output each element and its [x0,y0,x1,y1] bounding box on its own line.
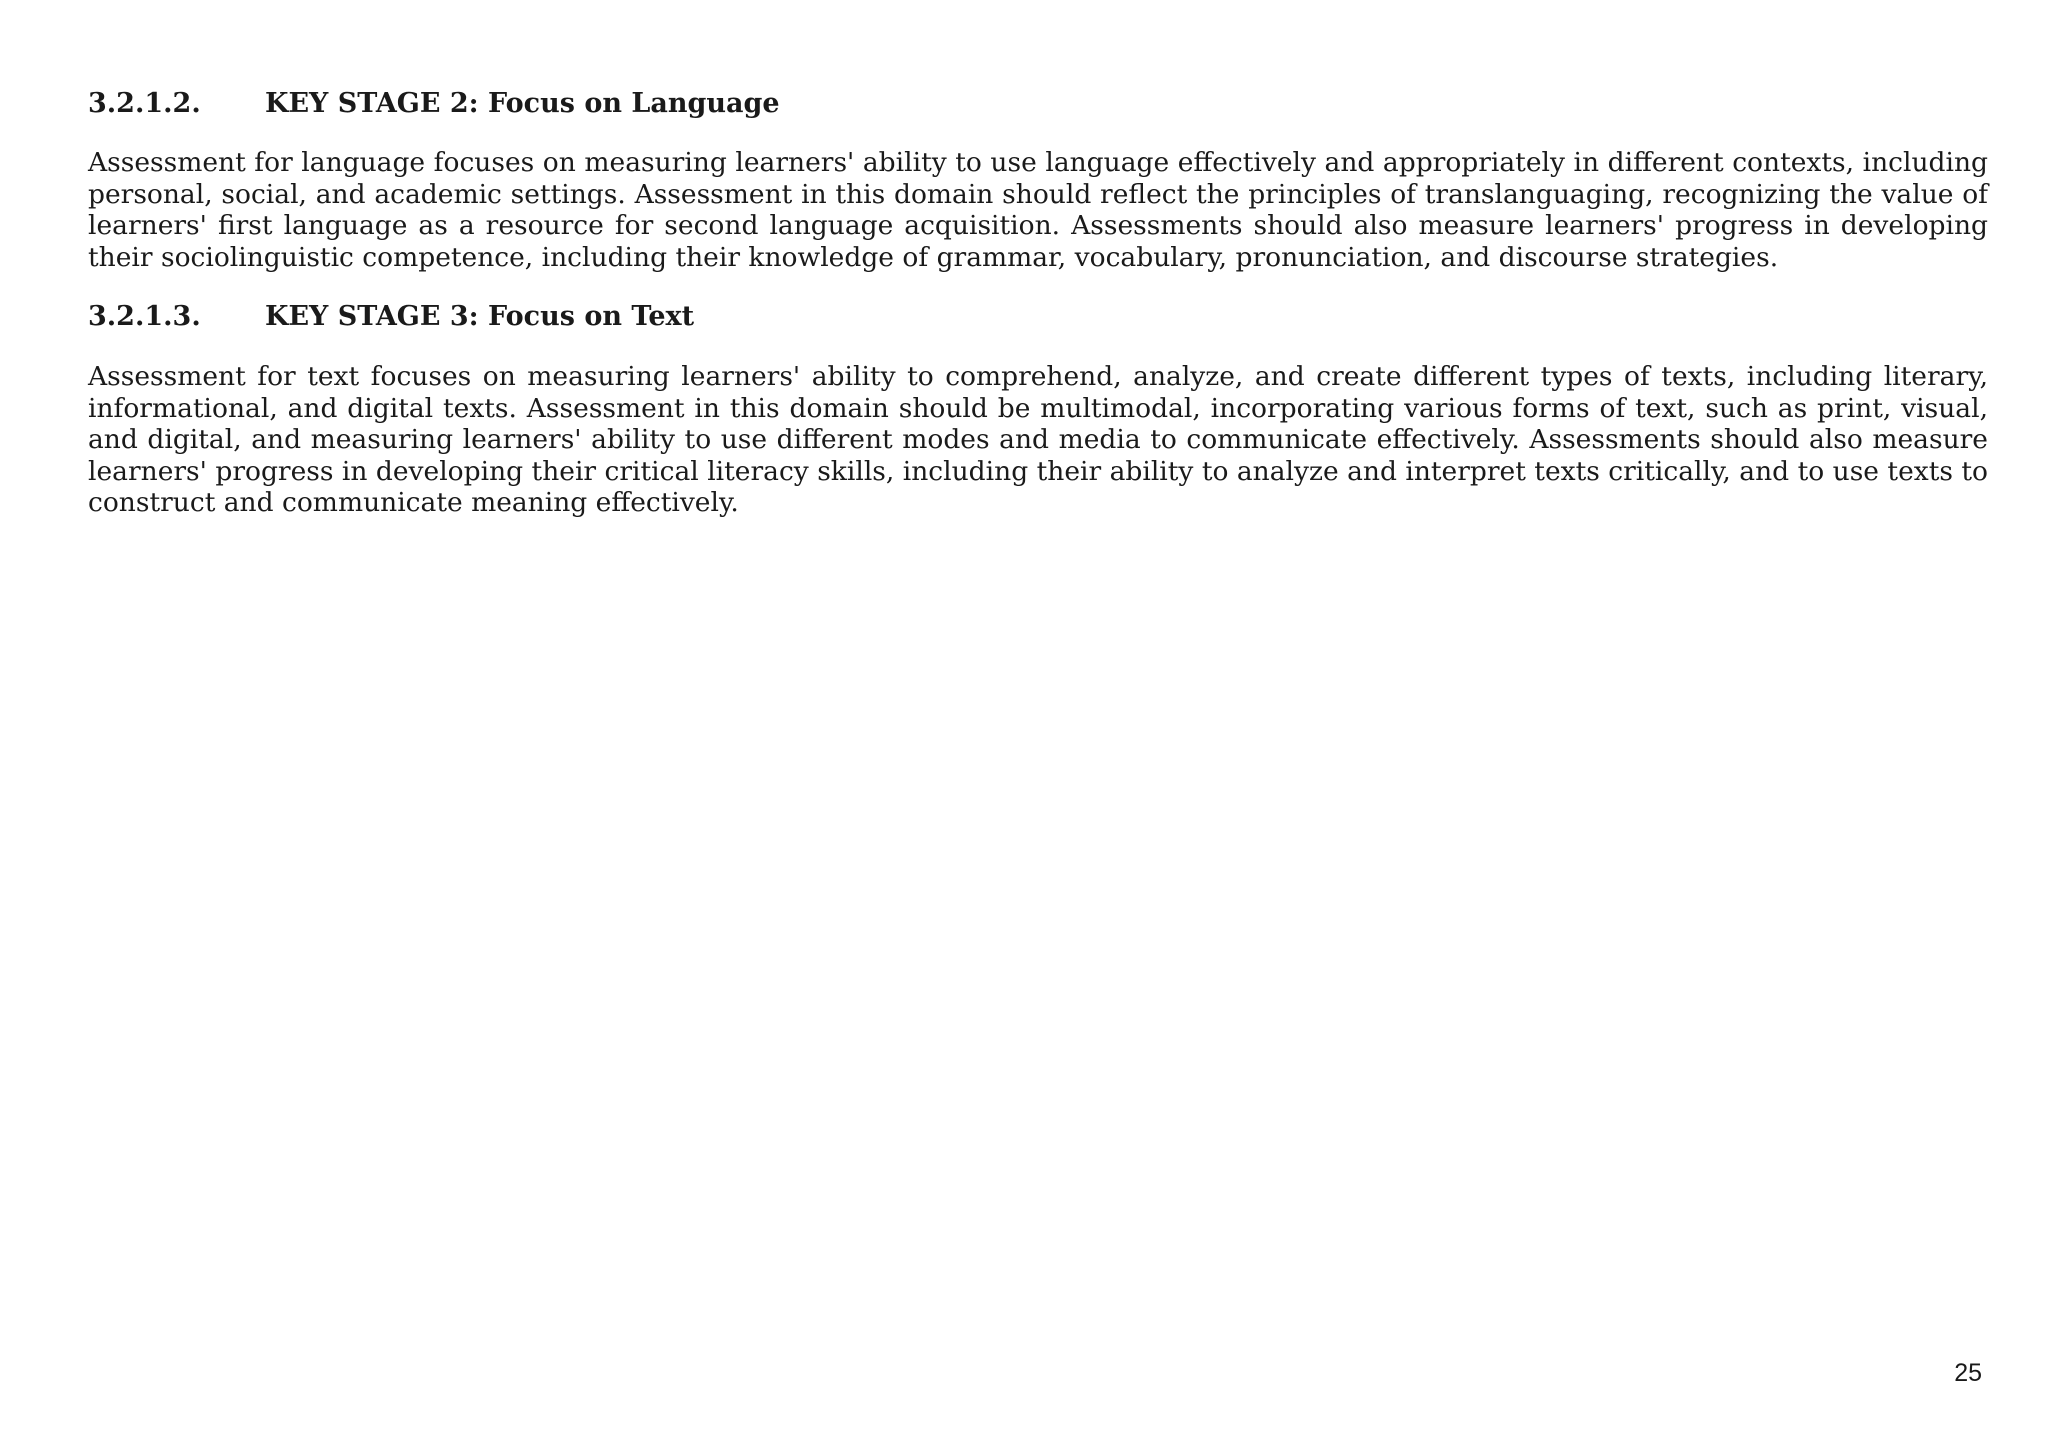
section-paragraph-language: Assessment for language focuses on measuring learners' ability to use language effectively and appropriately in different contexts, including personal, social, and academic settings. Assessment in this domain should reflect the principles of translanguaging, recognizing the value of learners' first language as a resource for second language acquisition. Assessments should also measure learners' progress in developing their sociolinguistic competence, including their knowledge of grammar, vocabulary, pronunciation, and discourse strategies. [88,147,1988,273]
section-heading-key-stage-3 [88,297,1988,337]
section-number: 3.2.1.3. [88,301,201,332]
section-number: 3.2.1.2. [88,88,201,119]
page-number: 25 [1954,1359,1982,1387]
section-title: KEY STAGE 2: Focus on Language [265,88,780,119]
page-content [88,84,1988,519]
section-heading-key-stage-2 [88,84,1988,124]
section-paragraph-text: Assessment for text focuses on measuring learners' ability to comprehend, analyze, and create different types of texts, including literary, informational, and digital texts. Assessment in this domain should be multimodal, incorporating various forms of text, such as print, visual, and digital, and measuring learners' ability to use different modes and media to communicate effectively. Assessments should also measure learners' progress in developing their critical literacy skills, including their ability to analyze and interpret texts critically, and to use texts to construct and communicate meaning effectively. [88,361,1988,518]
section-title: KEY STAGE 3: Focus on Text [265,301,695,332]
